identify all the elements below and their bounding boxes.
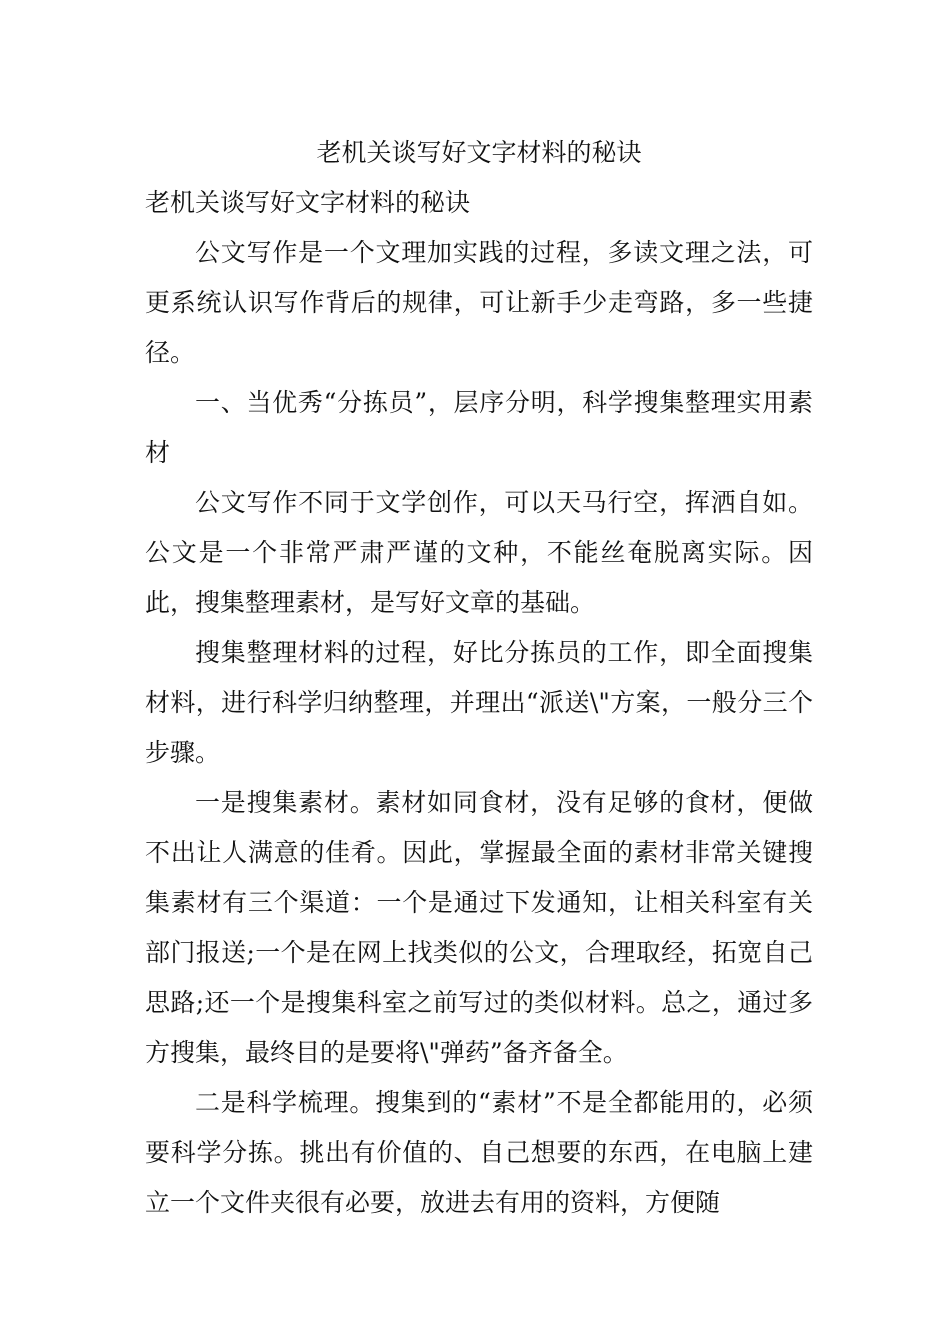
paragraph-step-collect: 一是搜集素材。素材如同食材，没有足够的食材，便做不出让人满意的佳肴。因此，掌握最全面的素材非常关键搜集素材有三个渠道：一个是通过下发通知，让相关科室有关部门报送;一个是在网上找类似的公文，合理取经，拓宽自己思路;还一个是搜集科室之前写过的类似材料。总之，通过多方搜集，最终目的是要将\"弹药”备齐备全。: [145, 788, 813, 1067]
paragraph-writing-difference: 公文写作不同于文学创作，可以天马行空，挥洒自如。公文是一个非常严肃严谨的文种，不能丝奄脱离实际。因此，搜集整理素材，是写好文章的基础。: [145, 488, 813, 617]
section-heading-1: 一、当优秀“分拣员”，层序分明，科学搜集整理实用素材: [145, 388, 813, 467]
document-body: [145, 128, 813, 1228]
document-title: 老机关谈写好文字材料的秘诀: [316, 138, 642, 167]
paragraph-step-sort: 二是科学梳理。搜集到的“素材”不是全都能用的，必须要科学分拣。挑出有价值的、自己想要的东西，在电脑上建立一个文件夹很有必要，放进去有用的资料，方便随: [145, 1088, 813, 1217]
paragraph-intro: 公文写作是一个文理加实践的过程，多读文理之法，可更系统认识写作背后的规律，可让新手少走弯路，多一些捷径。: [145, 238, 813, 367]
paragraph-sorting-process: 搜集整理材料的过程，好比分拣员的工作，即全面搜集材料，进行科学归纳整理，并理出“派送\"方案，一般分三个步骤。: [145, 638, 813, 767]
document-subtitle: 老机关谈写好文字材料的秘诀: [145, 188, 471, 217]
